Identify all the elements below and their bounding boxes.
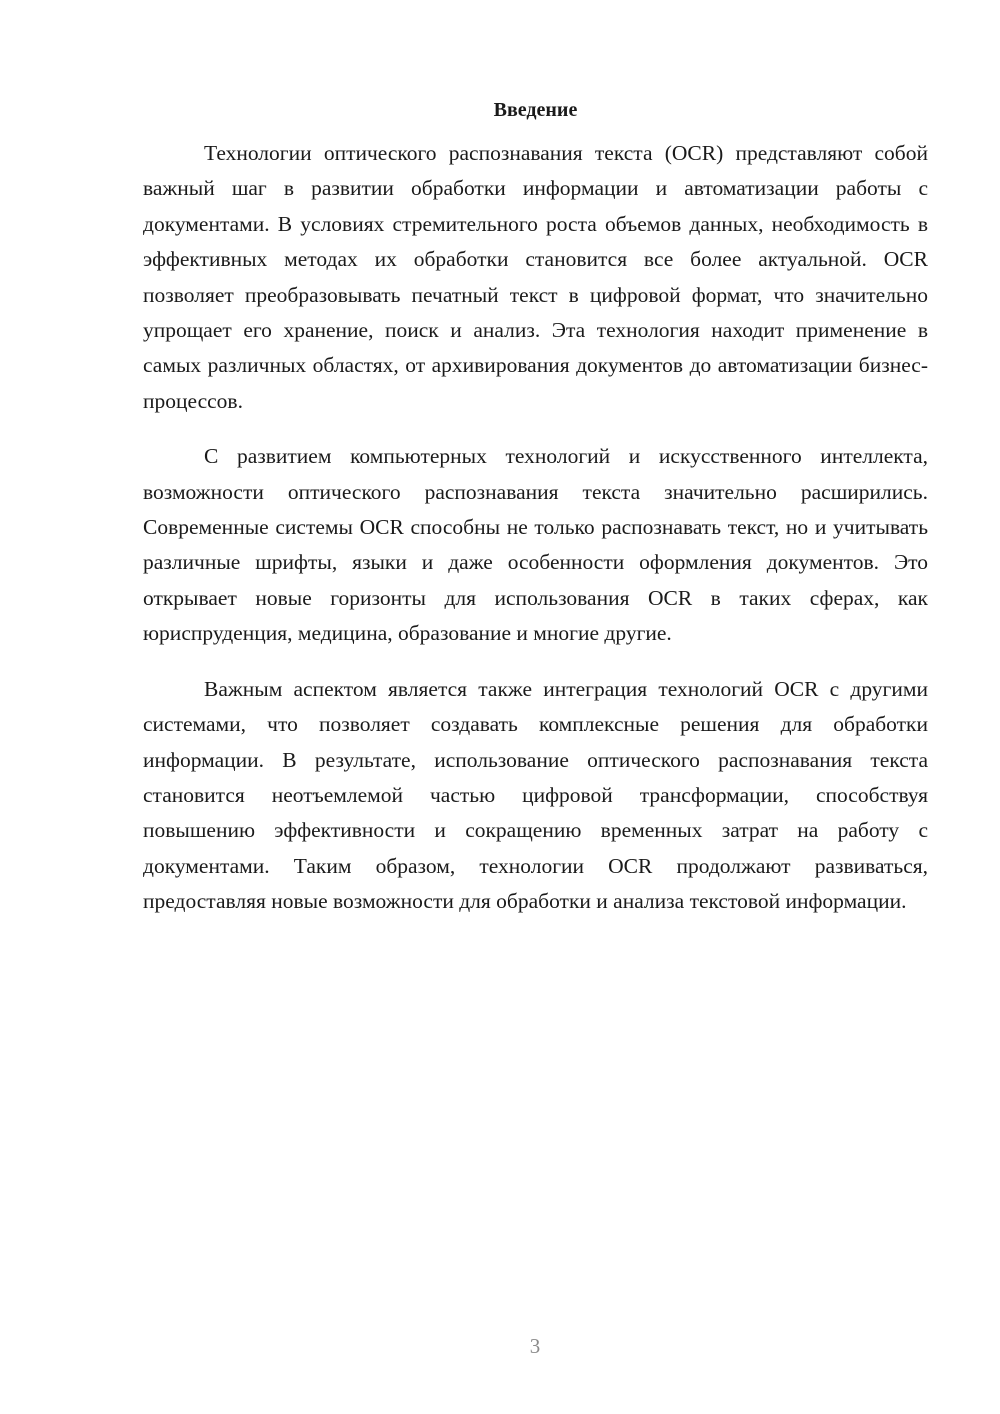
paragraph-1: Технологии оптического распознавания текста (OCR) представляют собой важный шаг в развитии обработки информации и автоматизации работы с документами. В условиях стремительного роста объемов данных, необходимость в эффективных методах их обработки становится все более актуальной. OCR позволяет преобразовывать печатный текст в цифровой формат, что значительно упрощает его хранение, поиск и анализ. Эта технология находит применение в самых различных областях, от архивирования документов до автоматизации бизнес-процессов. [143,141,928,413]
paragraph-3: Важным аспектом является также интеграция технологий OCR с другими системами, что позволяет создавать комплексные решения для обработки информации. В результате, использование оптического распознавания текста становится неотъемлемой частью цифровой трансформации, способствуя повышению эффективности и сокращению временных затрат на работу с документами. Таким образом, технологии OCR продолжают развиваться, предоставляя новые возможности для обработки и анализа текстовой информации. [143,676,928,914]
page-number: 3 [529,1334,541,1358]
page-title: Введение [493,99,578,121]
document-body [143,96,928,940]
paragraph-2: С развитием компьютерных технологий и искусственного интеллекта, возможности оптического распознавания текста значительно расширились. Современные системы OCR способны не только распознавать текст, но и учитывать различные шрифты, языки и даже особенности оформления документов. Это открывает новые горизонты для использования OCR в таких сферах, как юриспруденция, медицина, образование и многие другие. [143,444,928,646]
